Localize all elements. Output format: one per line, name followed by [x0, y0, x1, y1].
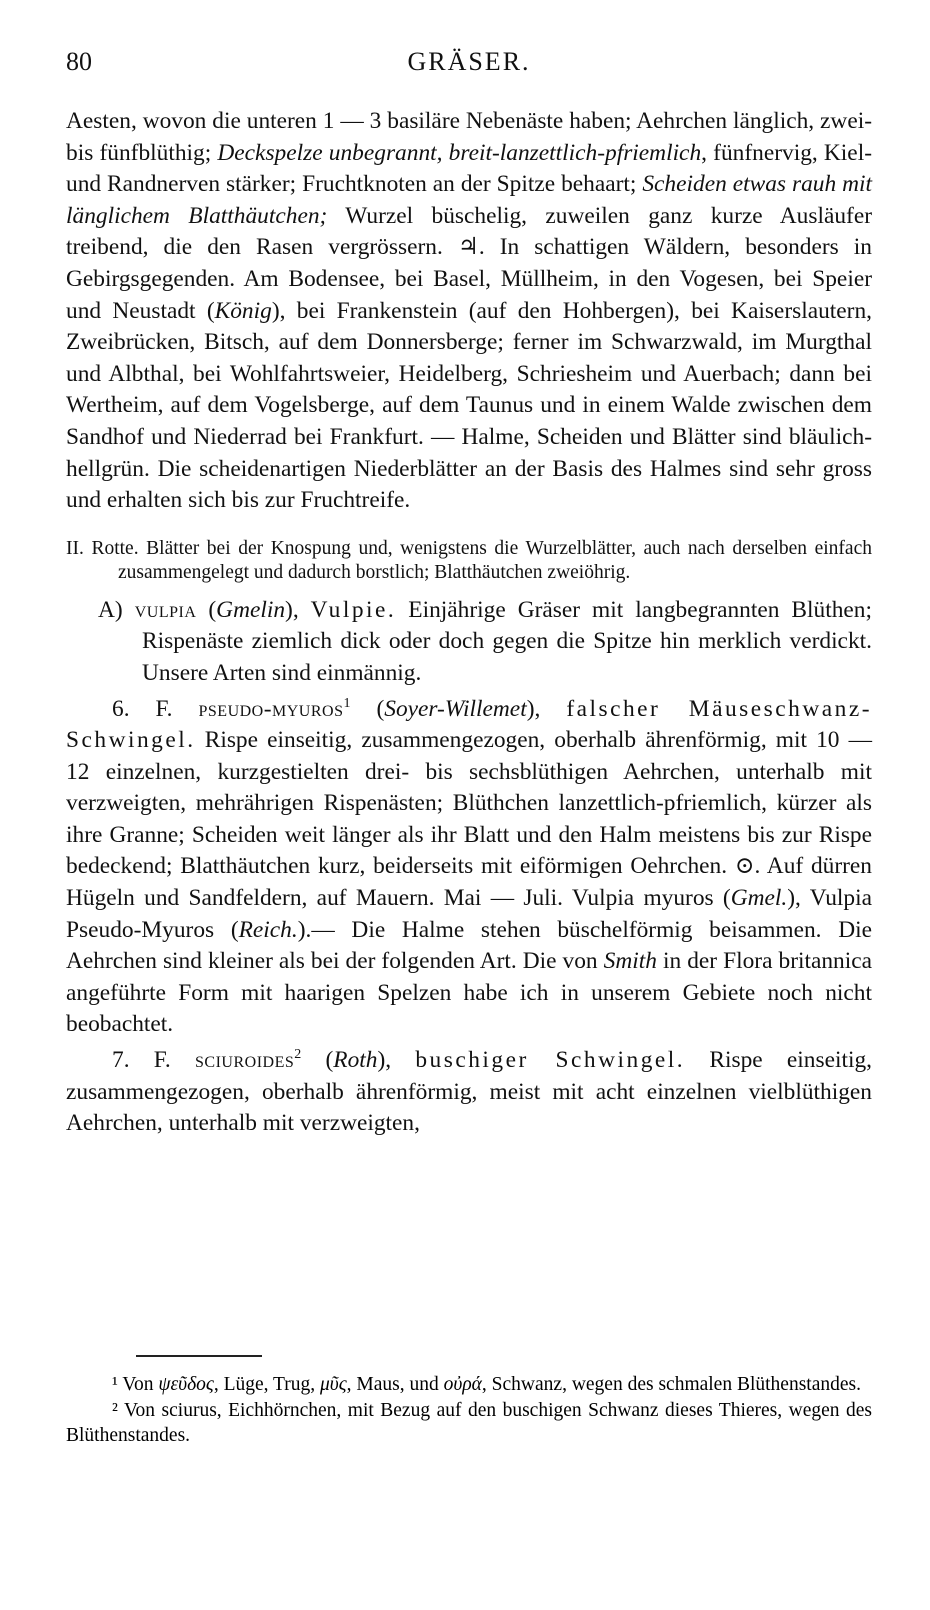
species-name: pseudo-myuros — [198, 695, 344, 722]
species-paragraph-6 — [66, 694, 872, 1042]
text-run: in der Flora britannica angeführte Form mit haarigen Spelzen habe ich in unserem Gebiete noch nicht beobachtet. — [66, 948, 873, 1038]
text-run: Rispe einseitig, zusammengezogen, oberhalb ährenförmig, mit 10 — 12 einzelnen, kurzgestielten drei- bis sechsblüthigen Aehrchen, unterhalb mit verzweigten, mehrährigen Rispenästen; Blüthchen lanzettlich-pfriemlich, kürzer als ihre Granne; Scheiden weit länger als ihr Blatt und den Halm meistens bis zur Rispe bedeckend; Blatthäutchen kurz, beiderseits mit eiförmigen Oehrchen. ⊙. Auf dürren Hügeln und Sandfeldern, auf Mauern. Mai — Juli. Vulpia myuros ( — [66, 727, 872, 912]
section-heading-rotte — [66, 537, 872, 585]
running-head: GRÄSER. — [407, 47, 531, 76]
genus-label: A) — [98, 596, 123, 623]
footnote-marker: ² — [112, 1399, 118, 1421]
vernacular-name: falscher Mäuseschwanz-Schwingel. — [66, 695, 872, 754]
continued-description-paragraph — [66, 106, 872, 517]
footnote-rule — [136, 1355, 262, 1357]
footnote-marker: ¹ — [112, 1374, 118, 1395]
text-run: Von sciurus, Eichhörnchen, mit Bezug auf den buschigen Schwanz dieses Thieres, wegen des Blüthenstandes. — [66, 1399, 872, 1446]
footnote-marker: 2 — [294, 1047, 302, 1063]
vernacular-name: Vulpie. — [310, 596, 397, 623]
page-number: 80 — [66, 47, 92, 76]
author-name: Gmelin — [216, 596, 286, 623]
vernacular-name: buschiger Schwingel. — [415, 1047, 686, 1074]
text-run: ), bei Frankenstein (auf den Hohbergen), bei Kaiserslautern, Zweibrücken, Bitsch, auf dem Donnersberge; ferner im Schwarzwald, im Murgthal und Albthal, bei Wohlfahrtsweier, Heidelberg, Schriesheim und Auerbach; dann bei Wertheim, auf dem Vogelsberge, auf dem Taunus und in einem Walde zwischen dem Sandhof und Niederrad bei Frankfurt. — Halme, Scheiden und Blätter sind bläulich-hellgrün. Die scheidenartigen Niederblätter an der Basis des Halmes sind sehr gross und erhalten sich bis zur Fruchtreife. — [66, 297, 872, 514]
italic-run: Scheiden etwas rauh mit länglichem Blatthäutchen; — [66, 171, 873, 229]
text-run: , Schwanz, wegen des schmalen Blüthenstandes. — [481, 1374, 861, 1395]
species-number: 6. F. — [112, 695, 173, 722]
text-run: , Lüge, Trug, — [213, 1374, 320, 1395]
author-name: Reich. — [238, 916, 298, 943]
footnotes — [66, 1372, 872, 1449]
page-header — [66, 40, 872, 84]
species-paragraph-7 — [66, 1045, 872, 1140]
text-run: Wurzel büschelig, zuweilen ganz kurze Ausläufer treibend, die den Rasen vergrössern. ♃. In schattigen Wäldern, besonders in Gebirgsgegenden. Am Bodensee, bei Basel, Müllheim, in den Vogesen, bei Speier und Neustadt ( — [66, 202, 872, 324]
greek-word: ψεῦδος — [158, 1374, 214, 1395]
text-run: ).— Die Halme stehen büschelförmig beisammen. Die Aehrchen sind kleiner als bei der folgenden Art. Die von — [66, 916, 872, 975]
text-run: ( — [350, 695, 385, 722]
text-run: Aesten, wovon die unteren 1 — 3 basiläre Nebenäste haben; Aehrchen länglich, zwei- bis fünfblüthig; — [66, 108, 872, 166]
rotte-number: II. — [66, 537, 84, 559]
footnote-marker: 1 — [343, 695, 351, 711]
footnote-2 — [66, 1398, 872, 1449]
italic-run: Deckspelze unbegrannt, breit-lanzettlich-pfriemlich — [217, 139, 702, 166]
author-name: Smith — [603, 948, 657, 975]
species-number: 7. F. — [112, 1047, 171, 1074]
greek-word: οὐρά — [443, 1374, 482, 1395]
text-run: , Maus, und — [346, 1374, 444, 1395]
text-run: , fünfnervig, Kiel- und Randnerven stärker; Fruchtknoten an der Spitze behaart; — [66, 139, 872, 198]
footnote-1 — [66, 1372, 872, 1398]
rotte-text: Rotte. Blätter bei der Knospung und, wenigstens die Wurzelblätter, auch nach derselben einfach zusammengelegt und dadurch borstlich; Blatthäutchen zweiöhrig. — [83, 537, 872, 583]
text-run: ), — [285, 596, 311, 623]
author-name: Soyer-Willemet — [384, 695, 527, 722]
author-name: Gmel. — [730, 885, 788, 912]
text-run: ), — [526, 695, 567, 722]
text-run: Rispe einseitig, zusammengezogen, oberhalb ährenförmig, meist mit acht einzelnen vielblüthigen Aehrchen, unterhalb mit verzweigten, — [66, 1047, 872, 1137]
text-run: ( — [196, 596, 217, 623]
text-run: ), — [377, 1047, 416, 1074]
species-name: sciuroides — [195, 1047, 295, 1074]
text-run: Einjährige Gräser mit langbegrannten Blüthen; Rispenäste ziemlich dick oder doch gegen die Spitze hin merklich verdickt. Unsere Arten sind einmännig. — [142, 596, 872, 686]
text-run: ( — [301, 1047, 334, 1074]
text-run: Von — [117, 1374, 159, 1395]
text-run: ), Vulpia Pseudo-Myuros ( — [66, 885, 872, 943]
greek-word: μῦς — [320, 1374, 347, 1395]
genus-paragraph — [66, 595, 872, 690]
author-name: König — [214, 297, 272, 324]
genus-name: vulpia — [134, 596, 197, 623]
author-name: Roth — [333, 1047, 378, 1074]
